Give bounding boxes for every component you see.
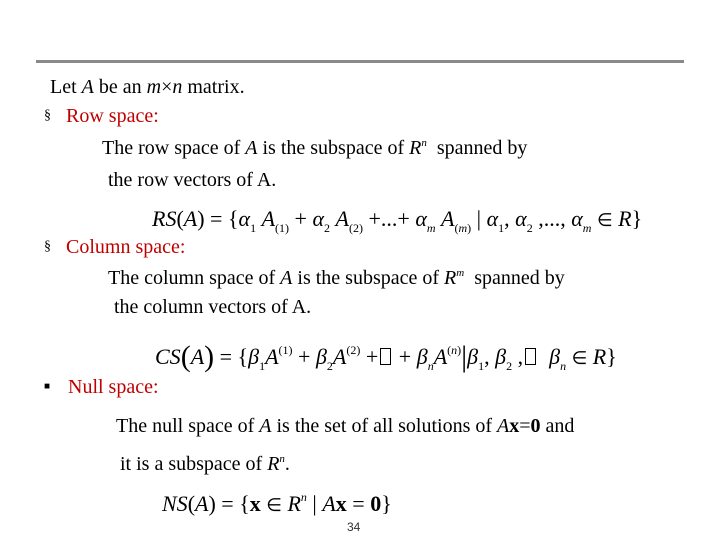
intro-prefix: Let [50,76,77,98]
row-space-formula: $RS(A) = \{\alpha_1$ $A_{(1)} + \alpha_2$ $A_{(2)}$ +...+ $\alpha_m$ $A_{(m)}$ | $\alpha_1$, $\alpha_2$ ,..., $\alpha_m$ ∈ R} [152,206,643,235]
column-space-heading: Column space: [66,236,186,258]
row-space-line1: The row space of A is the subspace of $R^n$ spanned by [102,137,528,159]
bullet-square-icon: § [44,239,51,254]
row-space-heading: Row space: [66,105,159,127]
null-space-formula: NS(A) = {x ∈ $R^n$ | Ax = 0} [162,490,392,516]
null-space-line1: The null space of A is the set of all solutions of Ax=0 and [116,415,575,437]
intro-line [50,75,245,99]
column-space-formula: $CS(A) = \{\beta_1A^{(1)} + \beta_2A^{(2)}$ + + $\beta_nA^{(n)}|\beta_1$, $\beta_2$ , $\beta_n$ ∈ R} [155,340,617,373]
bullet-square-icon: ■ [44,381,51,392]
bullet-square-icon: § [44,108,51,123]
intro-matrix-var: A [81,76,94,98]
intro-text: be an m×n matrix. [98,76,245,98]
null-space-heading: Null space: [68,376,159,398]
column-space-line2: the column vectors of A. [114,296,312,318]
null-space-line2: it is a subspace of $R^n$. [120,453,290,475]
column-space-line1: The column space of A is the subspace of $R^m$ spanned by [108,267,565,289]
title-rule [36,60,684,63]
page-number: 34 [347,520,361,534]
row-space-line2: the row vectors of A. [108,169,277,191]
